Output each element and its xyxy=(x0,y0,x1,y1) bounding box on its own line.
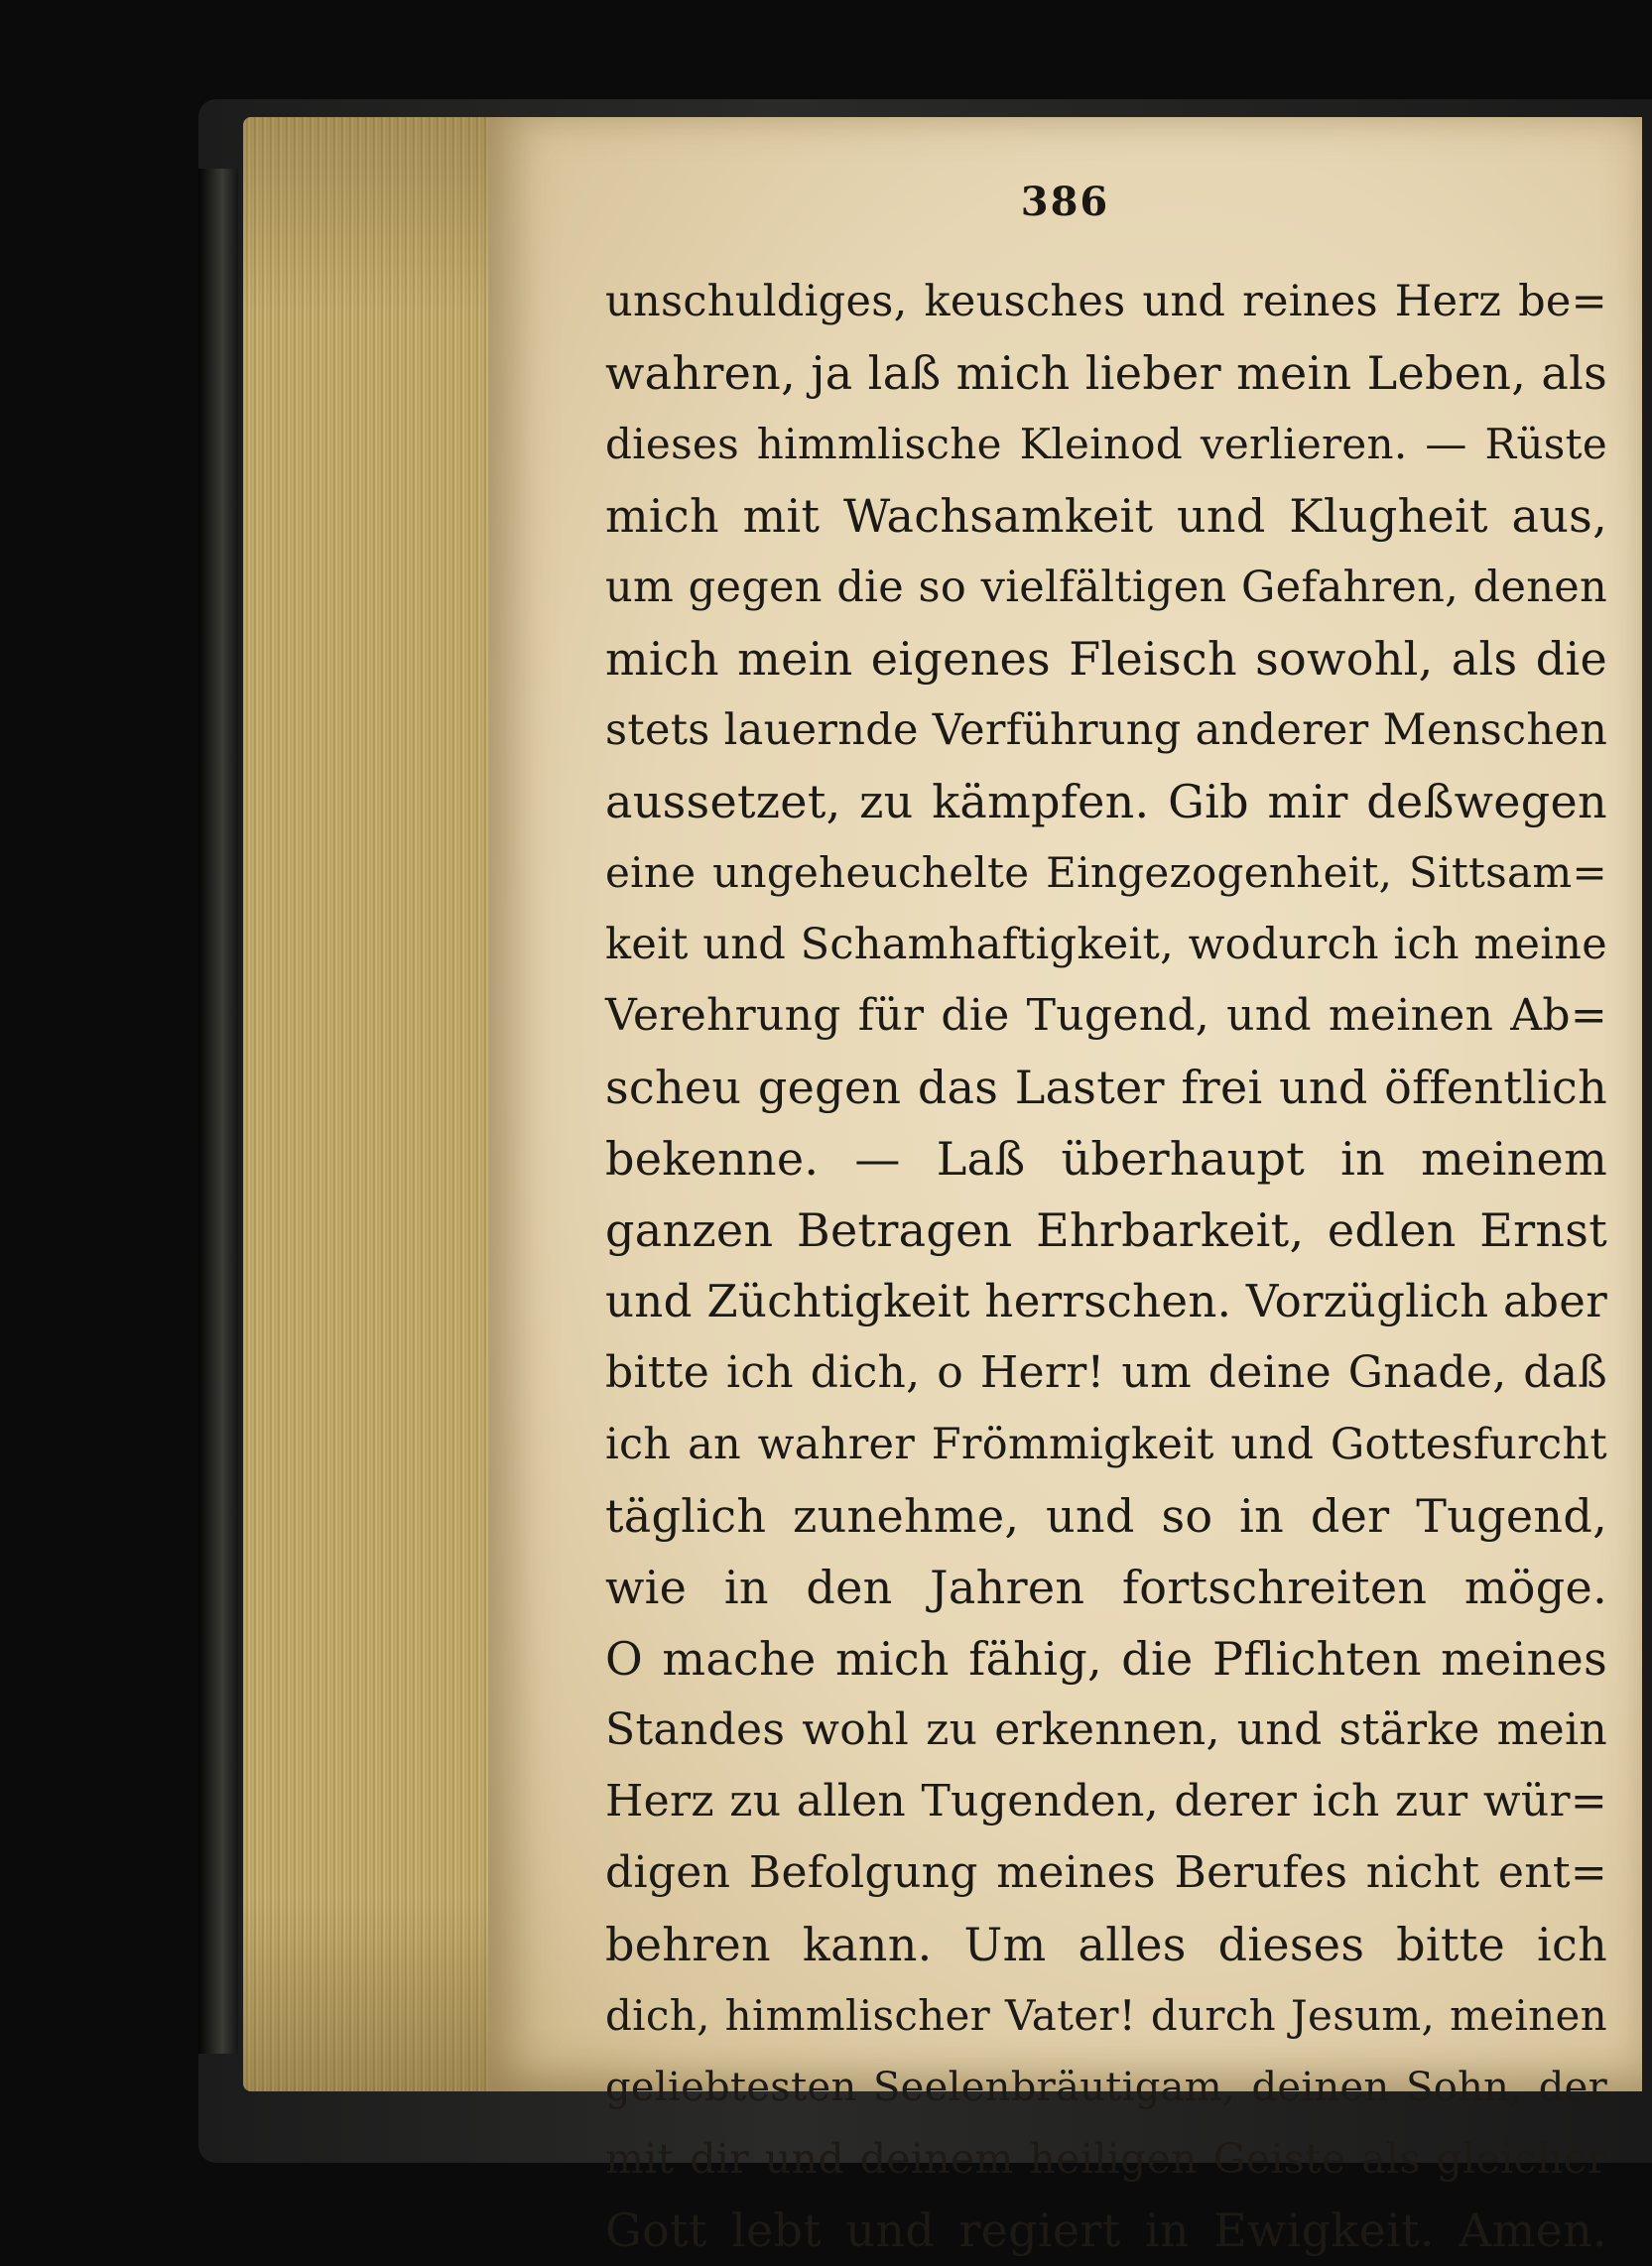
text-line: Herz zu allen Tugenden, derer ich zur wür= xyxy=(605,1776,1607,1826)
text-line: Gott lebt und regiert in Ewigkeit. Amen. xyxy=(605,2203,1607,2257)
text-line: aussetzet, zu kämpfen. Gib mir deßwegen xyxy=(605,775,1607,828)
text-line: digen Befolgung meines Berufes nicht ent= xyxy=(605,1847,1607,1898)
page-text xyxy=(605,266,1607,2266)
book-spine-edge xyxy=(198,169,238,2054)
text-line: dieses himmlische Kleinod verlieren. — Rüste xyxy=(605,420,1607,468)
text-line: Verehrung für die Tugend, und meinen Ab= xyxy=(605,990,1607,1041)
text-line: mich mein eigenes Fleisch sowohl, als die xyxy=(605,632,1607,686)
text-line: um gegen die so vielfältigen Gefahren, denen xyxy=(605,563,1607,612)
page-edges xyxy=(243,117,491,2091)
text-line: täglich zunehme, und so in der Tugend, xyxy=(605,1489,1607,1543)
text-line: ganzen Betragen Ehrbarkeit, edlen Ernst xyxy=(605,1203,1607,1257)
book-page xyxy=(488,117,1642,2257)
text-line: bitte ich dich, o Herr! um deine Gnade, daß xyxy=(605,1347,1607,1398)
text-line: Standes wohl zu erkennen, und stärke mein xyxy=(605,1704,1607,1755)
text-line: unschuldiges, keusches und reines Herz be= xyxy=(605,277,1607,326)
text-line: dich, himmlischer Vater! durch Jesum, meinen xyxy=(605,1991,1607,2040)
text-line: mit dir und deinem heiligen Geiste als gleicher xyxy=(605,2135,1607,2183)
text-line: keit und Schamhaftigkeit, wodurch ich meine xyxy=(605,920,1607,969)
text-line: ich an wahrer Frömmigkeit und Gottesfurcht xyxy=(605,1420,1607,1469)
text-line: wahren, ja laß mich lieber mein Leben, als xyxy=(605,346,1607,400)
text-line: geliebtesten Seelenbräutigam, deinen Sohn, der xyxy=(605,2065,1607,2110)
text-line: behren kann. Um alles dieses bitte ich xyxy=(605,1918,1607,1971)
text-line: wie in den Jahren fortschreiten möge. xyxy=(605,1561,1607,1614)
page-number: 386 xyxy=(1020,179,1110,225)
text-line: stets lauernde Verführung anderer Menschen xyxy=(605,705,1608,755)
text-line: mich mit Wachsamkeit und Klugheit aus, xyxy=(605,489,1607,543)
text-line: bekenne. — Laß überhaupt in meinem xyxy=(605,1132,1607,1186)
text-line: O mache mich fähig, die Pflichten meines xyxy=(605,1632,1607,1686)
text-line: eine ungeheuchelte Eingezogenheit, Sittsam= xyxy=(605,848,1607,897)
text-line: und Züchtigkeit herrschen. Vorzüglich aber xyxy=(605,1275,1607,1327)
text-line: scheu gegen das Laster frei und öffentlich xyxy=(605,1061,1607,1114)
